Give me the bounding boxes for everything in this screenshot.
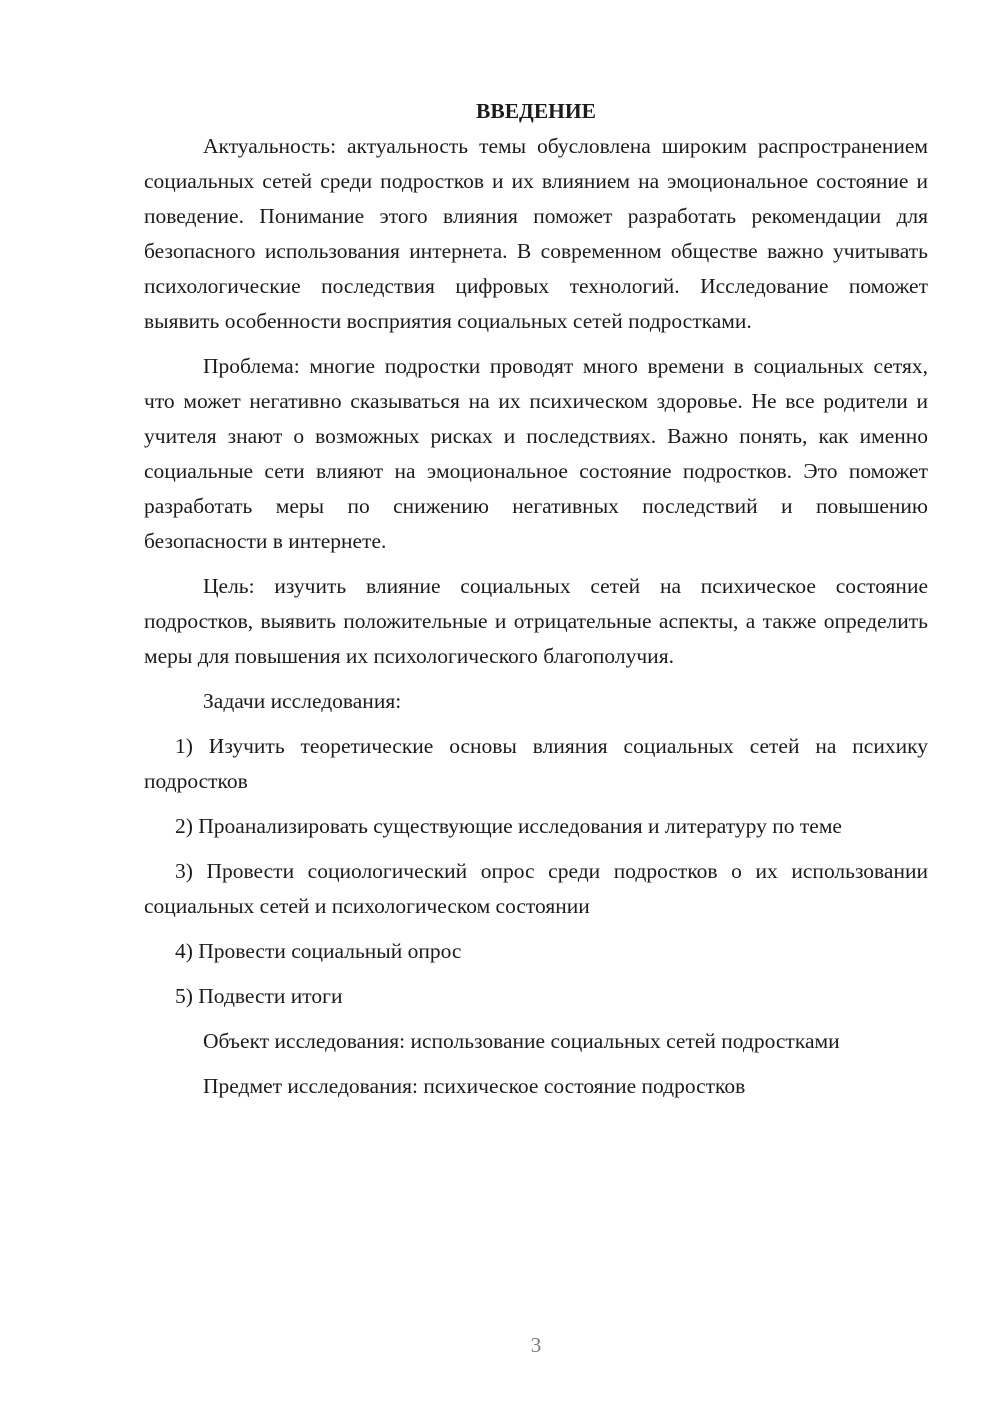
paragraph-relevance: Актуальность: актуальность темы обусловлена широким распространением социальных сетей среди подростков и их влиянием на эмоциональное состояние и поведение. Понимание этого влияния поможет разработать рекомендации для безопасного использования интернета. В современном обществе важно учитывать психологические последствия цифровых технологий. Исследование поможет выявить особенности восприятия социальных сетей подростками. <box>144 134 928 333</box>
paragraph-tasks-heading: Задачи исследования: <box>203 689 402 713</box>
paragraph-object: Объект исследования: использование социальных сетей подростками <box>203 1029 840 1053</box>
paragraph-goal: Цель: изучить влияние социальных сетей на психическое состояние подростков, выявить положительные и отрицательные аспекты, а также определить меры для повышения их психологического благополучия. <box>144 574 928 668</box>
page-number: 3 <box>530 1333 542 1357</box>
paragraph-subject: Предмет исследования: психическое состояние подростков <box>203 1074 746 1098</box>
section-title: ВВЕДЕНИЕ <box>476 99 596 123</box>
paragraph-problem: Проблема: многие подростки проводят много времени в социальных сетях, что может негативно сказываться на их психическом здоровье. Не все родители и учителя знают о возможных рисках и последствиях. Важно понять, как именно социальные сети влияют на эмоциональное состояние подростков. Это поможет разработать меры по снижению негативных последствий и повышению безопасности в интернете. <box>144 354 928 553</box>
page-content <box>144 94 928 1104</box>
task-item: 3) Провести социологический опрос среди подростков о их использовании социальных сетей и психологическом состоянии <box>144 859 928 918</box>
task-item: 1) Изучить теоретические основы влияния социальных сетей на психику подростков <box>144 734 928 793</box>
task-item: 4) Провести социальный опрос <box>175 939 462 963</box>
task-item: 2) Проанализировать существующие исследования и литературу по теме <box>175 814 842 838</box>
task-item: 5) Подвести итоги <box>175 984 343 1008</box>
